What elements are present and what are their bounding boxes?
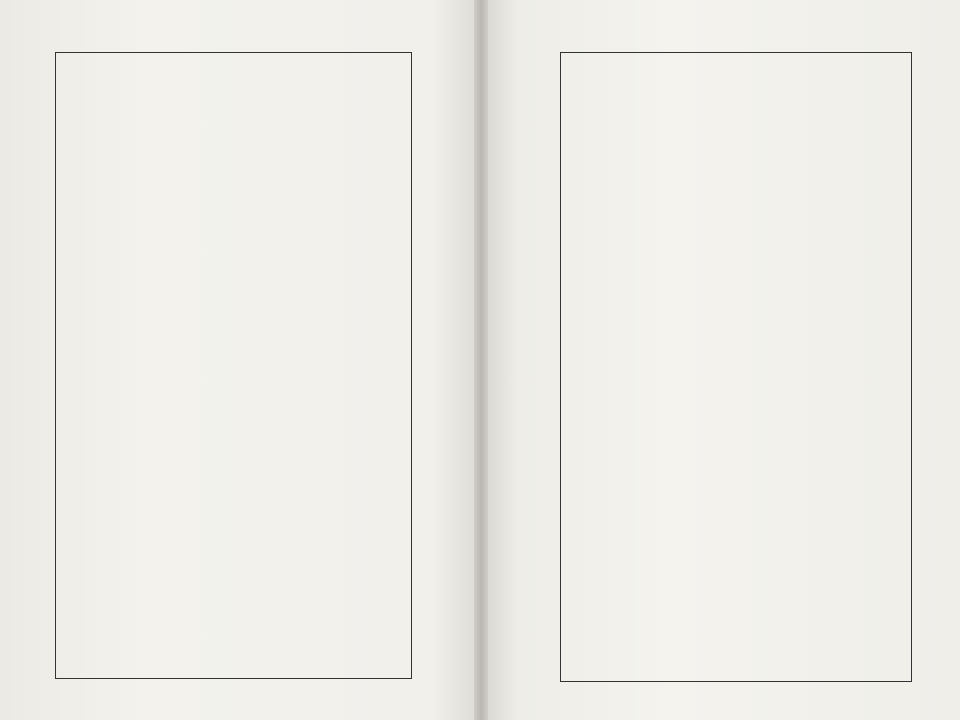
seal-base xyxy=(32,664,126,702)
footnote xyxy=(18,350,58,580)
seal-roof xyxy=(32,592,126,648)
right-text-frame xyxy=(560,52,912,682)
book-gutter xyxy=(474,0,488,720)
seal-stamp xyxy=(24,586,134,706)
left-text-frame xyxy=(55,52,412,679)
